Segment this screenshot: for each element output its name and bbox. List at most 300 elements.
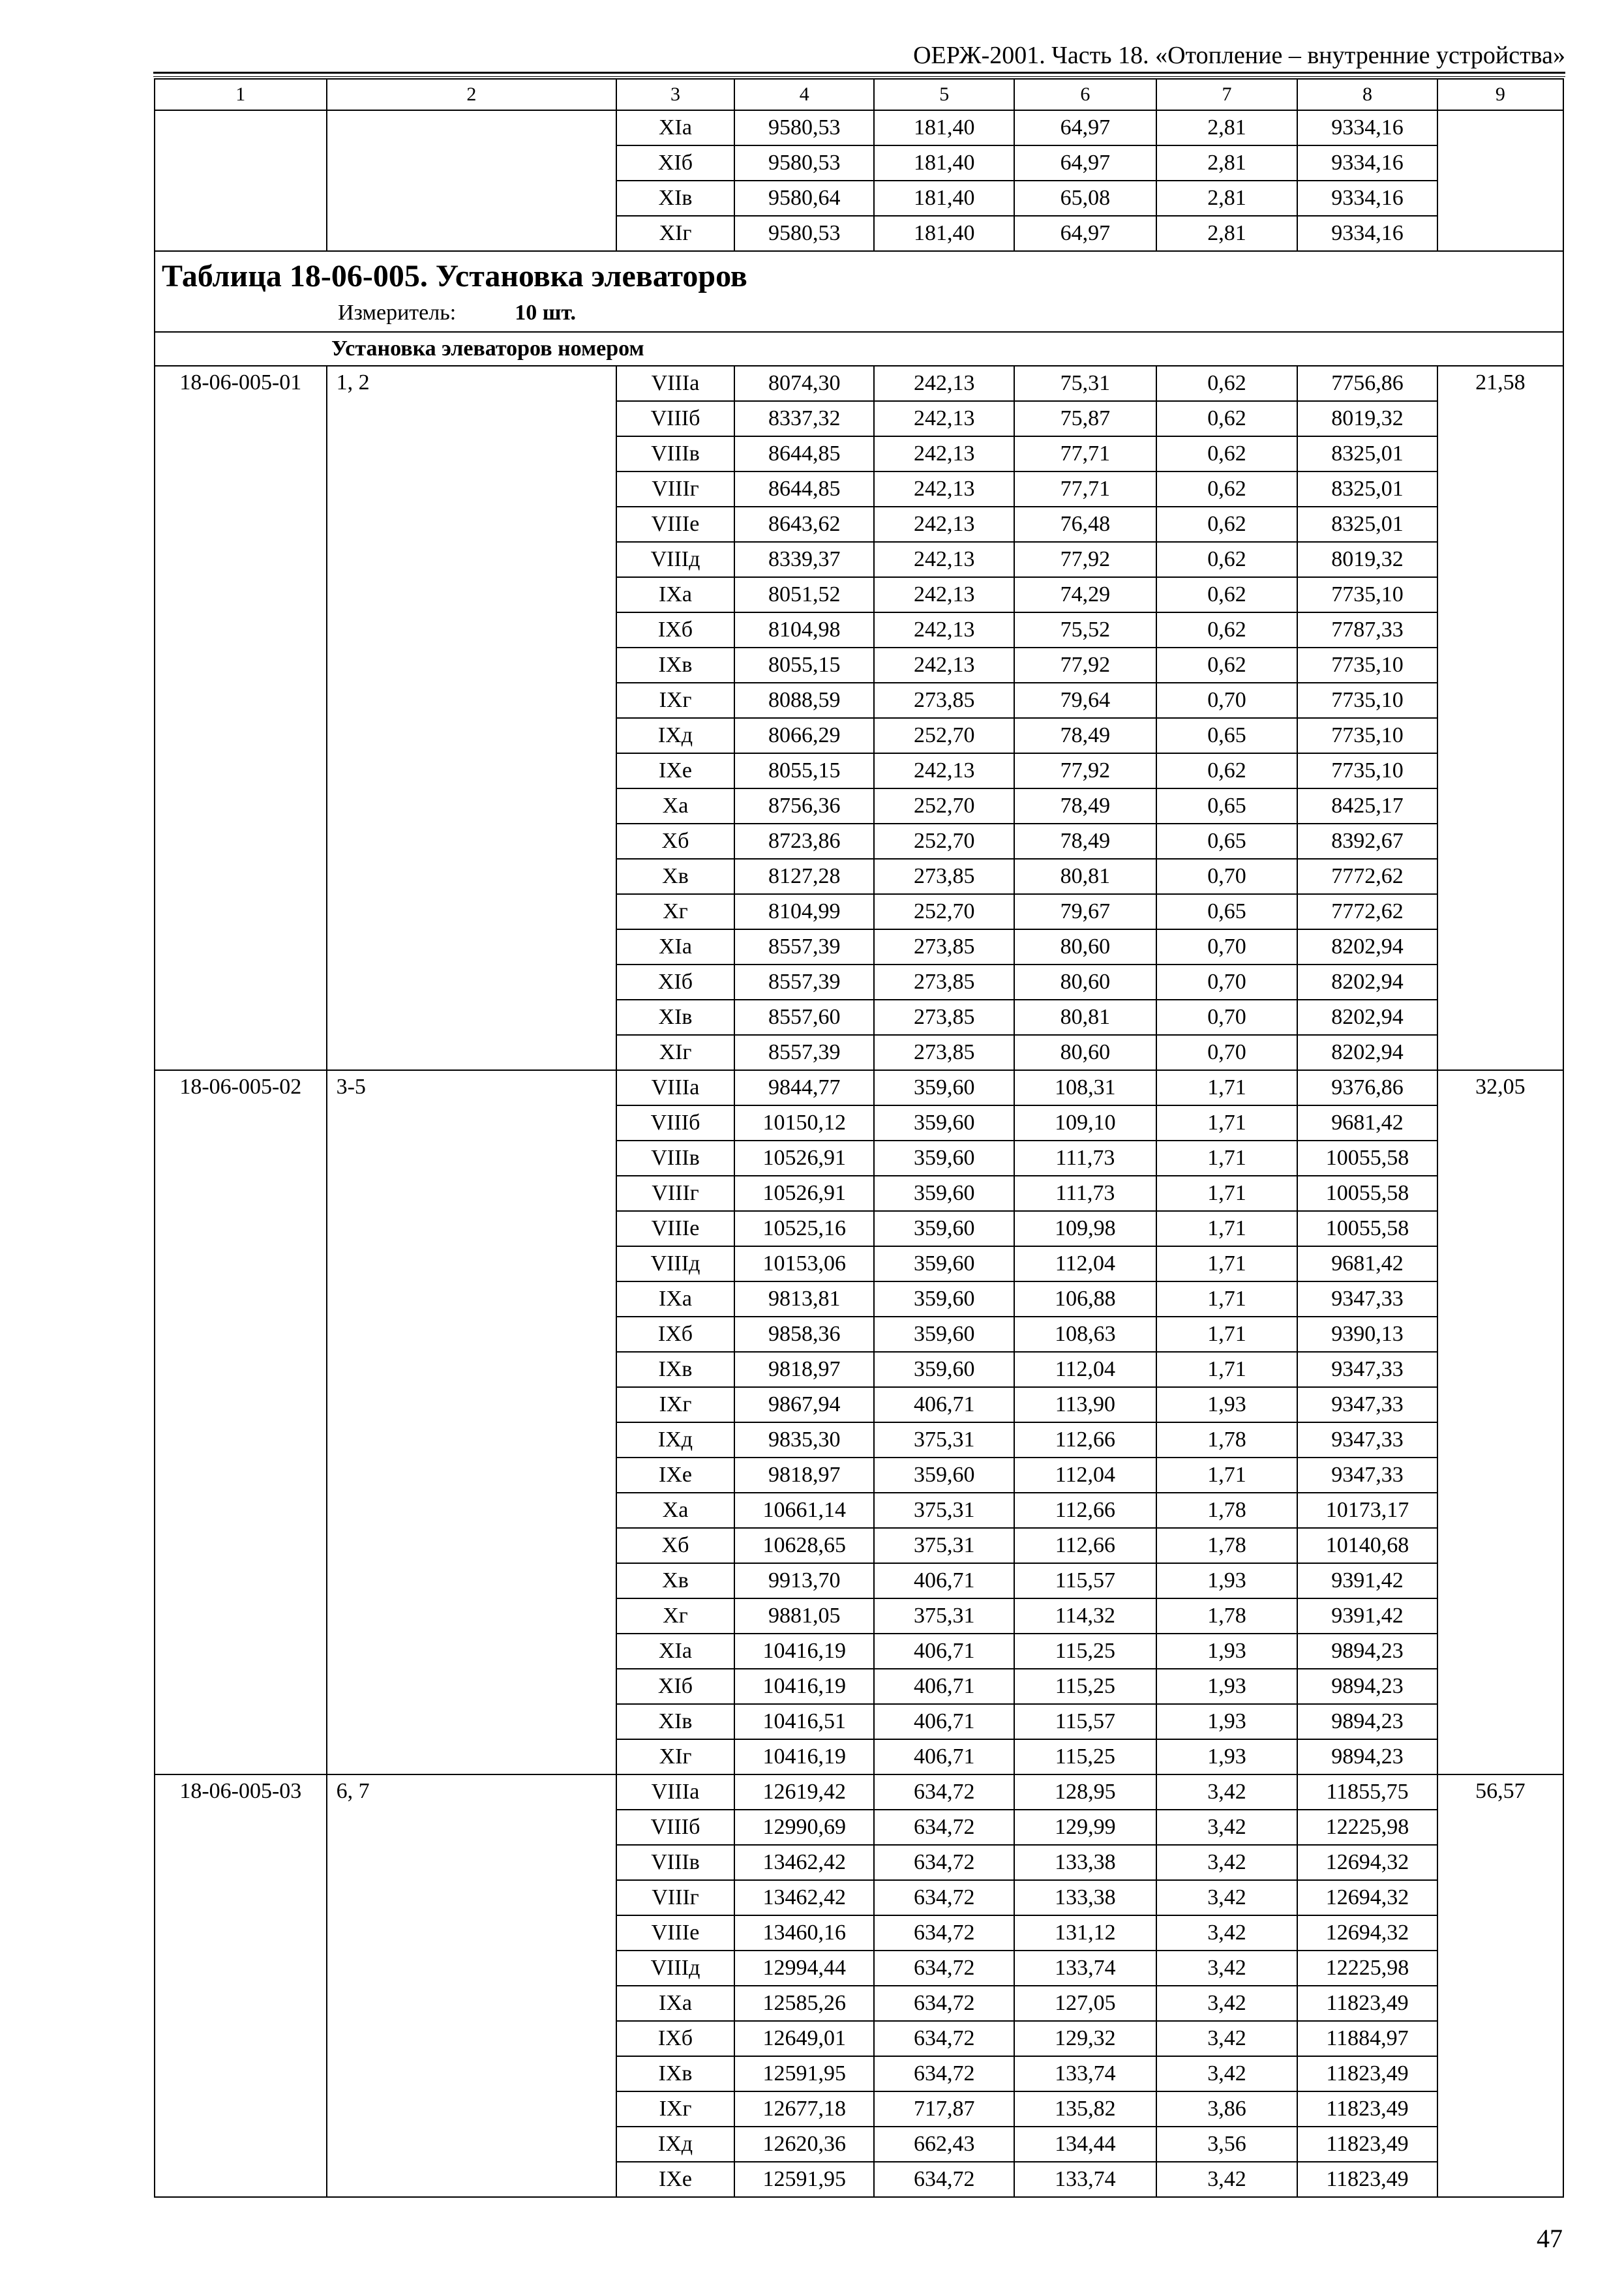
table-cell: 8337,32 — [734, 401, 875, 436]
table-cell: 10055,58 — [1297, 1211, 1437, 1246]
table-cell: 9580,53 — [734, 216, 875, 251]
table-cell: 64,97 — [1014, 110, 1156, 145]
table-cell: 8127,28 — [734, 859, 875, 894]
table-cell: 7787,33 — [1297, 612, 1437, 648]
table-cell: 9881,05 — [734, 1598, 875, 1634]
table-cell: 1,93 — [1156, 1634, 1298, 1669]
table-cell: 10173,17 — [1297, 1493, 1437, 1528]
table-cell: 13460,16 — [734, 1915, 875, 1951]
table-cell: 8055,15 — [734, 648, 875, 683]
table-cell: 3,42 — [1156, 1915, 1298, 1951]
table-cell: 8339,37 — [734, 542, 875, 577]
table-cell: 634,72 — [874, 1880, 1014, 1915]
table-cell: 242,13 — [874, 612, 1014, 648]
table-cell: 12677,18 — [734, 2091, 875, 2127]
table-cell: 8202,94 — [1297, 1000, 1437, 1035]
table-cell: 7735,10 — [1297, 718, 1437, 753]
table-cell: 1,71 — [1156, 1176, 1298, 1211]
table-cell: 13462,42 — [734, 1880, 875, 1915]
table-cell: 242,13 — [874, 648, 1014, 683]
table-cell: 112,66 — [1014, 1422, 1156, 1458]
table-cell: 1,71 — [1156, 1352, 1298, 1387]
table-cell: 359,60 — [874, 1141, 1014, 1176]
table-cell: 1,93 — [1156, 1563, 1298, 1598]
table-cell: 3,42 — [1156, 2162, 1298, 2197]
table-cell: IXв — [616, 1352, 734, 1387]
table-cell: 80,60 — [1014, 965, 1156, 1000]
table-cell: 12585,26 — [734, 1986, 875, 2021]
table-cell: 406,71 — [874, 1634, 1014, 1669]
column-number: 7 — [1156, 79, 1298, 110]
table-cell: 1,78 — [1156, 1422, 1298, 1458]
column-number: 8 — [1297, 79, 1437, 110]
table-cell: VIIIб — [616, 1105, 734, 1141]
table-cell: XIб — [616, 145, 734, 181]
table-cell: 9867,94 — [734, 1387, 875, 1422]
table-cell: 9347,33 — [1297, 1422, 1437, 1458]
table-cell: 0,65 — [1156, 788, 1298, 824]
table-cell: 1,93 — [1156, 1739, 1298, 1774]
table-cell: XIб — [616, 965, 734, 1000]
table-cell: 8425,17 — [1297, 788, 1437, 824]
table-cell: 0,62 — [1156, 577, 1298, 612]
table-cell: 242,13 — [874, 471, 1014, 507]
table-cell: IXв — [616, 648, 734, 683]
table-cell: VIIIб — [616, 401, 734, 436]
table-cell: 1,71 — [1156, 1246, 1298, 1281]
table-cell: 10416,19 — [734, 1739, 875, 1774]
table-cell: 76,48 — [1014, 507, 1156, 542]
section-title: Установка элеваторов номером — [155, 332, 1563, 366]
size-cell: 3-5 — [327, 1070, 616, 1774]
table-cell: VIIIа — [616, 1070, 734, 1105]
table-cell: 8557,39 — [734, 929, 875, 965]
table-cell: VIIIа — [616, 366, 734, 401]
column-number-row — [155, 79, 1563, 110]
table-cell: 3,42 — [1156, 2021, 1298, 2056]
table-cell: 1,78 — [1156, 1528, 1298, 1563]
table-cell: 109,10 — [1014, 1105, 1156, 1141]
table-cell: Xб — [616, 824, 734, 859]
table-cell: IXб — [616, 2021, 734, 2056]
table-cell: 80,60 — [1014, 929, 1156, 965]
table-cell: 129,99 — [1014, 1810, 1156, 1845]
table-cell: 634,72 — [874, 1915, 1014, 1951]
table-cell: 10140,68 — [1297, 1528, 1437, 1563]
table-cell: 7735,10 — [1297, 753, 1437, 788]
table-cell: 3,42 — [1156, 1880, 1298, 1915]
table-cell: 9390,13 — [1297, 1317, 1437, 1352]
table-cell: 9913,70 — [734, 1563, 875, 1598]
table-cell: 10153,06 — [734, 1246, 875, 1281]
table-cell: 3,42 — [1156, 1810, 1298, 1845]
table-cell: VIIIе — [616, 507, 734, 542]
table-cell: 242,13 — [874, 577, 1014, 612]
table-cell: 79,67 — [1014, 894, 1156, 929]
table-cell: 3,86 — [1156, 2091, 1298, 2127]
column-number: 6 — [1014, 79, 1156, 110]
table-cell: 252,70 — [874, 824, 1014, 859]
table-cell: 9334,16 — [1297, 181, 1437, 216]
table-cell: 106,88 — [1014, 1281, 1156, 1317]
table-cell: 8088,59 — [734, 683, 875, 718]
table-title: Таблица 18-06-005. Установка элеваторов — [162, 259, 747, 293]
table-cell: 77,71 — [1014, 436, 1156, 471]
table-cell: 717,87 — [874, 2091, 1014, 2127]
table-cell: 108,31 — [1014, 1070, 1156, 1105]
table-cell: 65,08 — [1014, 181, 1156, 216]
table-cell: 359,60 — [874, 1352, 1014, 1387]
table-cell: 135,82 — [1014, 2091, 1156, 2127]
table-cell: 11823,49 — [1297, 2056, 1437, 2091]
table-cell: 133,38 — [1014, 1880, 1156, 1915]
table-cell: 133,74 — [1014, 2162, 1156, 2197]
table-cell: 9334,16 — [1297, 216, 1437, 251]
table-cell: 77,92 — [1014, 542, 1156, 577]
table-cell: 80,60 — [1014, 1035, 1156, 1070]
table-cell: 634,72 — [874, 1774, 1014, 1810]
table-cell: 9391,42 — [1297, 1598, 1437, 1634]
table-cell: 0,70 — [1156, 929, 1298, 965]
table-cell: 80,81 — [1014, 859, 1156, 894]
table-cell: 181,40 — [874, 145, 1014, 181]
table-cell: 9334,16 — [1297, 145, 1437, 181]
table-cell: Xг — [616, 1598, 734, 1634]
table-cell: 273,85 — [874, 965, 1014, 1000]
table-cell: 273,85 — [874, 1035, 1014, 1070]
table-cell: 9818,97 — [734, 1458, 875, 1493]
table-cell: 8019,32 — [1297, 401, 1437, 436]
table-cell: 2,81 — [1156, 181, 1298, 216]
table-cell: 7756,86 — [1297, 366, 1437, 401]
table-cell: 8055,15 — [734, 753, 875, 788]
table-cell: 0,62 — [1156, 542, 1298, 577]
table-cell: IXг — [616, 2091, 734, 2127]
table-cell: 9580,53 — [734, 110, 875, 145]
table-cell: Xа — [616, 1493, 734, 1528]
table-cell: 252,70 — [874, 788, 1014, 824]
table-cell: 7735,10 — [1297, 577, 1437, 612]
table-cell: 9813,81 — [734, 1281, 875, 1317]
table-cell: IXб — [616, 1317, 734, 1352]
table-cell: 8202,94 — [1297, 929, 1437, 965]
table-row — [155, 366, 1563, 401]
table-cell: 12225,98 — [1297, 1810, 1437, 1845]
table-cell: 64,97 — [1014, 145, 1156, 181]
table-cell: VIIIе — [616, 1915, 734, 1951]
table-cell: 359,60 — [874, 1281, 1014, 1317]
table-cell: 8557,39 — [734, 965, 875, 1000]
table-cell: 375,31 — [874, 1422, 1014, 1458]
table-cell: 77,92 — [1014, 648, 1156, 683]
col9-cell: 21,58 — [1437, 366, 1563, 1070]
code-cell: 18-06-005-02 — [155, 1070, 327, 1774]
table-cell: 1,71 — [1156, 1458, 1298, 1493]
column-number: 3 — [616, 79, 734, 110]
table-cell: VIIIд — [616, 542, 734, 577]
table-cell: 273,85 — [874, 859, 1014, 894]
table-cell: 80,81 — [1014, 1000, 1156, 1035]
table-cell: 115,57 — [1014, 1563, 1156, 1598]
table-cell: 78,49 — [1014, 824, 1156, 859]
col9-cell: 32,05 — [1437, 1070, 1563, 1774]
table-cell: 2,81 — [1156, 145, 1298, 181]
table-cell: 10628,65 — [734, 1528, 875, 1563]
table-cell: 1,93 — [1156, 1704, 1298, 1739]
table-cell: 8019,32 — [1297, 542, 1437, 577]
table-cell: 9347,33 — [1297, 1281, 1437, 1317]
table-cell: 113,90 — [1014, 1387, 1156, 1422]
measure-label: Измеритель: — [338, 301, 457, 325]
table-cell: 634,72 — [874, 1810, 1014, 1845]
table-cell: 3,42 — [1156, 1986, 1298, 2021]
table-cell: 0,62 — [1156, 401, 1298, 436]
table-cell: 3,56 — [1156, 2127, 1298, 2162]
table-cell: VIIIа — [616, 1774, 734, 1810]
table-cell: 114,32 — [1014, 1598, 1156, 1634]
table-cell: 9580,64 — [734, 181, 875, 216]
table-cell: 0,62 — [1156, 648, 1298, 683]
table-cell: 12694,32 — [1297, 1915, 1437, 1951]
table-cell: 128,95 — [1014, 1774, 1156, 1810]
column-number: 4 — [734, 79, 875, 110]
table-cell: IXг — [616, 1387, 734, 1422]
column-number: 9 — [1437, 79, 1563, 110]
table-cell: 75,87 — [1014, 401, 1156, 436]
table-cell: VIIIд — [616, 1246, 734, 1281]
code-cell — [155, 110, 327, 251]
table-cell: 181,40 — [874, 216, 1014, 251]
table-cell: IXд — [616, 718, 734, 753]
table-cell: Xв — [616, 1563, 734, 1598]
table-cell: 359,60 — [874, 1246, 1014, 1281]
table-cell: 134,44 — [1014, 2127, 1156, 2162]
table-cell: XIв — [616, 1000, 734, 1035]
table-cell: 74,29 — [1014, 577, 1156, 612]
table-cell: 133,74 — [1014, 1951, 1156, 1986]
table-cell: 0,70 — [1156, 1000, 1298, 1035]
table-cell: IXг — [616, 683, 734, 718]
table-cell: 12620,36 — [734, 2127, 875, 2162]
table-cell: 115,57 — [1014, 1704, 1156, 1739]
table-cell: IXе — [616, 1458, 734, 1493]
table-cell: 273,85 — [874, 1000, 1014, 1035]
size-cell: 6, 7 — [327, 1774, 616, 2197]
measure-value: 10 шт. — [515, 301, 577, 325]
table-cell: VIIIв — [616, 1141, 734, 1176]
table-cell: 8202,94 — [1297, 965, 1437, 1000]
table-cell: 1,71 — [1156, 1317, 1298, 1352]
table-cell: 78,49 — [1014, 788, 1156, 824]
table-cell: 12994,44 — [734, 1951, 875, 1986]
table-cell: 9858,36 — [734, 1317, 875, 1352]
table-cell: 1,93 — [1156, 1387, 1298, 1422]
table-cell: 359,60 — [874, 1317, 1014, 1352]
table-cell: XIб — [616, 1669, 734, 1704]
table-cell: 11823,49 — [1297, 2127, 1437, 2162]
table-cell: 634,72 — [874, 2021, 1014, 2056]
table-cell: 8051,52 — [734, 577, 875, 612]
table-cell: 8325,01 — [1297, 507, 1437, 542]
table-cell: XIа — [616, 929, 734, 965]
table-cell: 406,71 — [874, 1739, 1014, 1774]
table-cell: Xб — [616, 1528, 734, 1563]
table-cell: 13462,42 — [734, 1845, 875, 1880]
table-cell: XIв — [616, 1704, 734, 1739]
table-cell: 75,31 — [1014, 366, 1156, 401]
table-cell: 8557,60 — [734, 1000, 875, 1035]
table-cell: 8643,62 — [734, 507, 875, 542]
table-cell: 12591,95 — [734, 2162, 875, 2197]
table-cell: IXе — [616, 2162, 734, 2197]
table-cell: IXв — [616, 2056, 734, 2091]
table-cell: 112,04 — [1014, 1246, 1156, 1281]
table-cell: 9894,23 — [1297, 1704, 1437, 1739]
measure-line — [162, 297, 1556, 329]
table-row — [155, 1774, 1563, 1810]
table-cell: 9681,42 — [1297, 1105, 1437, 1141]
table-cell: 112,66 — [1014, 1493, 1156, 1528]
table-cell: 2,81 — [1156, 216, 1298, 251]
table-cell: 1,71 — [1156, 1070, 1298, 1105]
table-cell: 9894,23 — [1297, 1739, 1437, 1774]
table-cell: 11823,49 — [1297, 2091, 1437, 2127]
table-cell: 181,40 — [874, 181, 1014, 216]
header-rule-thin — [153, 76, 1565, 77]
table-cell: 9391,42 — [1297, 1563, 1437, 1598]
table-cell: 133,38 — [1014, 1845, 1156, 1880]
table-cell: 111,73 — [1014, 1141, 1156, 1176]
table-cell: 8756,36 — [734, 788, 875, 824]
table-cell: 8325,01 — [1297, 436, 1437, 471]
table-cell: 129,32 — [1014, 2021, 1156, 2056]
table-cell: 9347,33 — [1297, 1458, 1437, 1493]
table-cell: 11855,75 — [1297, 1774, 1437, 1810]
table-cell: 108,63 — [1014, 1317, 1156, 1352]
table-cell: 242,13 — [874, 542, 1014, 577]
table-cell: 242,13 — [874, 436, 1014, 471]
table-cell: IXд — [616, 1422, 734, 1458]
table-cell: 359,60 — [874, 1105, 1014, 1141]
table-cell: 10526,91 — [734, 1176, 875, 1211]
table-cell: XIг — [616, 216, 734, 251]
table-cell: 634,72 — [874, 2162, 1014, 2197]
table-cell: 8202,94 — [1297, 1035, 1437, 1070]
table-cell: 109,98 — [1014, 1211, 1156, 1246]
table-cell: 2,81 — [1156, 110, 1298, 145]
table-cell: 9334,16 — [1297, 110, 1437, 145]
col9-cell — [1437, 110, 1563, 251]
table-cell: 1,78 — [1156, 1493, 1298, 1528]
table-cell: 0,62 — [1156, 612, 1298, 648]
table-cell: 406,71 — [874, 1387, 1014, 1422]
table-cell: Xв — [616, 859, 734, 894]
table-cell: 406,71 — [874, 1669, 1014, 1704]
table-cell: IXе — [616, 753, 734, 788]
table-title-row — [155, 251, 1563, 332]
table-cell: XIв — [616, 181, 734, 216]
table-cell: 9681,42 — [1297, 1246, 1437, 1281]
table-cell: 9580,53 — [734, 145, 875, 181]
table-cell: 111,73 — [1014, 1176, 1156, 1211]
table-cell: 1,71 — [1156, 1105, 1298, 1141]
table-cell: 115,25 — [1014, 1739, 1156, 1774]
table-cell: 127,05 — [1014, 1986, 1156, 2021]
table-cell: 12591,95 — [734, 2056, 875, 2091]
table-cell: 10150,12 — [734, 1105, 875, 1141]
table-cell: 273,85 — [874, 683, 1014, 718]
section-row — [155, 332, 1563, 366]
table-cell: VIIIб — [616, 1810, 734, 1845]
table-cell: VIIIг — [616, 471, 734, 507]
table-cell: VIIIе — [616, 1211, 734, 1246]
table-cell: 8325,01 — [1297, 471, 1437, 507]
table-cell: IXб — [616, 612, 734, 648]
table-cell: 7772,62 — [1297, 894, 1437, 929]
table-cell: 1,78 — [1156, 1598, 1298, 1634]
table-cell: 242,13 — [874, 366, 1014, 401]
table-cell: 9844,77 — [734, 1070, 875, 1105]
table-cell: 8557,39 — [734, 1035, 875, 1070]
table-cell: 11823,49 — [1297, 1986, 1437, 2021]
table-cell: XIг — [616, 1739, 734, 1774]
table-cell: 9347,33 — [1297, 1352, 1437, 1387]
table-cell: 634,72 — [874, 2056, 1014, 2091]
table-cell: 634,72 — [874, 1951, 1014, 1986]
table-cell: 12619,42 — [734, 1774, 875, 1810]
table-cell: 10055,58 — [1297, 1176, 1437, 1211]
table-cell: 3,42 — [1156, 1845, 1298, 1880]
table-cell: VIIIв — [616, 1845, 734, 1880]
table-cell: 9376,86 — [1297, 1070, 1437, 1105]
table-row — [155, 1070, 1563, 1105]
table-cell: 9835,30 — [734, 1422, 875, 1458]
table-cell: 662,43 — [874, 2127, 1014, 2162]
table-cell: VIIIд — [616, 1951, 734, 1986]
table-cell: 12649,01 — [734, 2021, 875, 2056]
table-cell: 406,71 — [874, 1563, 1014, 1598]
size-cell — [327, 110, 616, 251]
table-cell: 0,70 — [1156, 859, 1298, 894]
table-cell: 9347,33 — [1297, 1387, 1437, 1422]
table-cell: Xг — [616, 894, 734, 929]
table-cell: 10661,14 — [734, 1493, 875, 1528]
table-cell: VIIIг — [616, 1176, 734, 1211]
table-cell: 9894,23 — [1297, 1669, 1437, 1704]
table-cell: 0,70 — [1156, 1035, 1298, 1070]
table-cell: 7772,62 — [1297, 859, 1437, 894]
table-cell: 8723,86 — [734, 824, 875, 859]
table-cell: 1,71 — [1156, 1211, 1298, 1246]
table-cell: 79,64 — [1014, 683, 1156, 718]
table-cell: 0,62 — [1156, 507, 1298, 542]
table-cell: 0,65 — [1156, 824, 1298, 859]
table-cell: 8644,85 — [734, 436, 875, 471]
code-cell: 18-06-005-01 — [155, 366, 327, 1070]
code-cell: 18-06-005-03 — [155, 1774, 327, 2197]
table-cell: IXд — [616, 2127, 734, 2162]
table-cell: 64,97 — [1014, 216, 1156, 251]
table-cell: 1,71 — [1156, 1281, 1298, 1317]
table-cell: 10525,16 — [734, 1211, 875, 1246]
table-cell: 242,13 — [874, 753, 1014, 788]
table-cell: 115,25 — [1014, 1634, 1156, 1669]
table-cell: 12990,69 — [734, 1810, 875, 1845]
table-cell: 115,25 — [1014, 1669, 1156, 1704]
table-cell: 77,71 — [1014, 471, 1156, 507]
table-cell: 359,60 — [874, 1070, 1014, 1105]
table-cell: 11884,97 — [1297, 2021, 1437, 2056]
